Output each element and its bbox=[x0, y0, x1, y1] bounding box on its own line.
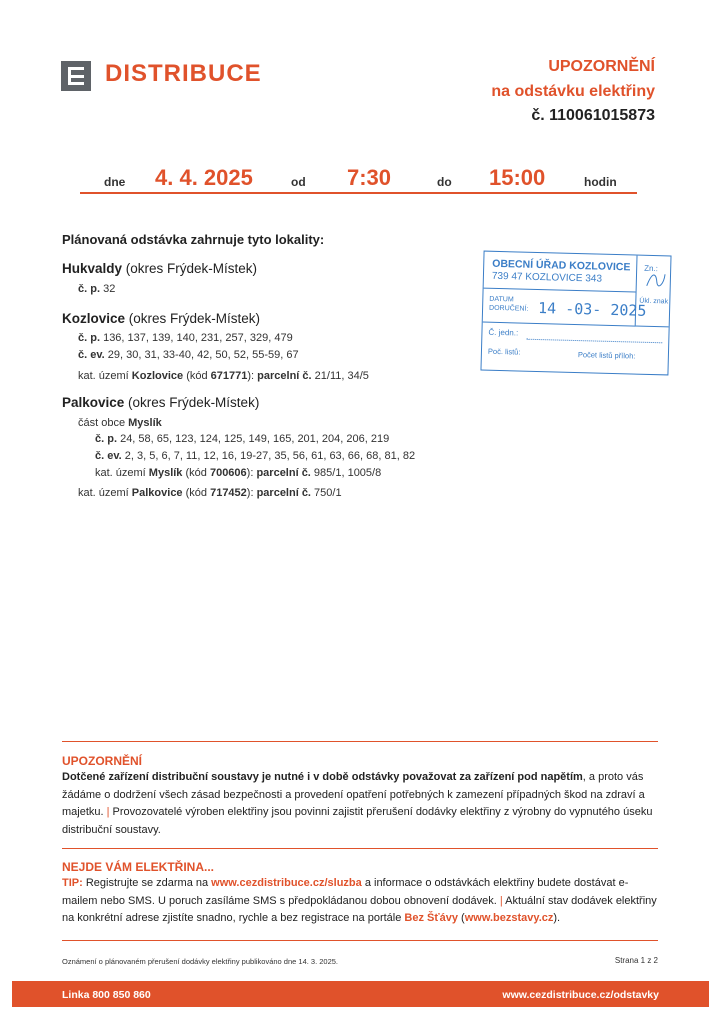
parc-values: 21/11, 34/5 bbox=[311, 370, 369, 382]
footer-phone[interactable]: Linka 800 850 860 bbox=[62, 989, 151, 1001]
footer-bar bbox=[12, 981, 709, 1007]
signature-icon bbox=[644, 268, 669, 293]
outage-from: 7:30 bbox=[347, 165, 392, 190]
kat-name: Kozlovice bbox=[131, 370, 184, 382]
myslik-kat bbox=[95, 467, 381, 479]
ev-label: č. ev. bbox=[95, 450, 122, 462]
kod-value: 717452 bbox=[210, 487, 247, 499]
tip-t4: ( bbox=[458, 912, 465, 924]
tip-link-sluzba[interactable]: www.cezdistribuce.cz/sluzba bbox=[211, 877, 362, 889]
locality-name: Palkovice bbox=[62, 395, 125, 410]
kat-prefix: kat. území bbox=[95, 467, 149, 479]
stamp-address: 739 47 KOZLOVICE 343 bbox=[491, 270, 603, 285]
locality-district: (okres Frýdek-Místek) bbox=[124, 395, 260, 410]
palkovice-ev bbox=[95, 450, 415, 462]
kod-value: 700606 bbox=[209, 467, 247, 479]
outage-date: 4. 4. 2025 bbox=[155, 165, 253, 190]
publication-note: Oznámení o plánovaném přerušení dodávky elektřiny publikováno dne 14. 3. 2025. bbox=[62, 957, 339, 966]
part-name: Myslík bbox=[128, 417, 162, 429]
tip-label: TIP: bbox=[62, 877, 83, 889]
parc-sep: ): bbox=[246, 467, 257, 479]
locality-district: (okres Frýdek-Místek) bbox=[125, 311, 261, 326]
warning-separator: | bbox=[106, 806, 110, 818]
locality-palkovice bbox=[62, 395, 259, 410]
footer-url[interactable]: www.cezdistribuce.cz/odstavky bbox=[502, 989, 659, 1001]
unit-label: hodin bbox=[584, 175, 617, 189]
parc-label: parcelní č. bbox=[256, 467, 311, 479]
tip-link-bezstavy-url[interactable]: www.bezstavy.cz bbox=[464, 912, 554, 924]
day-label: dne bbox=[104, 175, 126, 189]
parc-values: 750/1 bbox=[311, 487, 342, 499]
kod-value: 671771 bbox=[210, 370, 248, 382]
parc-values: 985/1, 1005/8 bbox=[310, 467, 382, 479]
tip-t2: a informace o odstávkách elektřiny budete dostávat e-mailem nebo SMS. U poruch zasíláme SMS s předpokládanou dobou obnovení dodávek. bbox=[62, 877, 629, 907]
warning-divider bbox=[62, 741, 658, 742]
locality-district: (okres Frýdek-Místek) bbox=[122, 261, 258, 276]
brand-name: DISTRIBUCE bbox=[105, 60, 262, 87]
hukvaldy-cp bbox=[78, 283, 115, 295]
locality-hukvaldy bbox=[62, 261, 257, 276]
kod-prefix: (kód bbox=[183, 370, 211, 382]
tip-t5: ). bbox=[553, 912, 561, 924]
kat-prefix: kat. území bbox=[78, 487, 132, 499]
parc-sep: ): bbox=[246, 487, 257, 499]
kat-name: Myslík bbox=[148, 467, 183, 479]
palkovice-cp bbox=[95, 433, 389, 445]
ev-values: 2, 3, 5, 6, 7, 11, 12, 16, 19-27, 35, 56, 61, 63, 66, 68, 81, 82 bbox=[121, 450, 416, 462]
cp-label: č. p. bbox=[95, 433, 118, 445]
page-number: Strana 1 z 2 bbox=[614, 956, 658, 965]
stamp-jedn: Č. jedn.: bbox=[488, 327, 519, 338]
tip-separator: | bbox=[499, 894, 503, 907]
notice-number: č. 110061015873 bbox=[531, 107, 655, 124]
warning-rest2: Provozovatelé výroben elektřiny jsou povinni zajistit přerušení dodávky elektřiny z výrobny do vypnutého úseku distribuční soustavy. bbox=[62, 806, 653, 836]
tip-title: NEJDE VÁM ELEKTŘINA... bbox=[62, 860, 215, 874]
locality-name: Hukvaldy bbox=[62, 261, 123, 276]
locality-name: Kozlovice bbox=[62, 311, 126, 326]
palkovice-part bbox=[78, 417, 162, 429]
ev-values: 29, 30, 31, 33-40, 42, 50, 52, 55-59, 67 bbox=[104, 349, 299, 361]
locality-kozlovice bbox=[62, 311, 260, 326]
notice-subtitle: na odstávku elektřiny bbox=[491, 83, 655, 100]
tip-link-bezstavy-name[interactable]: Bez Šťávy bbox=[404, 912, 458, 924]
stamp-office: OBECNÍ ÚŘAD KOZLOVICE bbox=[492, 257, 631, 274]
kozlovice-cp bbox=[78, 332, 293, 344]
outage-to: 15:00 bbox=[489, 165, 546, 190]
warning-title: UPOZORNĚNÍ bbox=[62, 754, 143, 768]
warning-rest1: , a proto vás žádáme o dodržení všech zásad bezpečnosti a provedení opatření potřebných k zamezení případných škod na zdraví a majetku. bbox=[62, 771, 645, 818]
cp-values: 136, 137, 139, 140, 231, 257, 329, 479 bbox=[100, 332, 293, 344]
from-label: od bbox=[291, 175, 306, 189]
kat-name: Palkovice bbox=[131, 487, 183, 499]
stamp-uk: Úkl. znak bbox=[639, 297, 669, 306]
tip-divider bbox=[62, 848, 658, 849]
date-divider bbox=[80, 192, 637, 194]
localities-heading: Plánovaná odstávka zahrnuje tyto lokality: bbox=[62, 232, 325, 247]
cez-e-logo-icon bbox=[61, 61, 91, 91]
parc-label: parcelní č. bbox=[256, 487, 311, 499]
part-prefix: část obce bbox=[78, 417, 129, 429]
parc-sep: ): bbox=[247, 370, 258, 382]
cp-label: č. p. bbox=[78, 283, 101, 295]
kod-prefix: (kód bbox=[182, 467, 210, 479]
kod-prefix: (kód bbox=[182, 487, 211, 499]
kozlovice-kat bbox=[78, 370, 369, 382]
tip-t3: Aktuální stav dodávek elektřiny na konkrétní adrese zjistíte snadno, rychle a bez registrace na portále bbox=[62, 894, 657, 924]
ev-label: č. ev. bbox=[78, 349, 105, 361]
received-stamp bbox=[480, 251, 671, 376]
kat-prefix: kat. území bbox=[78, 370, 132, 382]
cp-label: č. p. bbox=[78, 332, 101, 344]
warning-text bbox=[62, 769, 660, 839]
stamp-listu: Poč. listů: bbox=[487, 346, 521, 357]
stamp-doruceni: DORUČENÍ: bbox=[489, 304, 529, 313]
tip-text bbox=[62, 875, 660, 928]
stamp-corner: Zn.: bbox=[644, 263, 659, 274]
warning-bold: Dotčené zařízení distribuční soustavy je nutné i v době odstávky považovat za zařízení pod napětím bbox=[62, 771, 583, 783]
to-label: do bbox=[437, 175, 452, 189]
notice-title: UPOZORNĚNÍ bbox=[548, 58, 655, 75]
palkovice-kat bbox=[78, 487, 342, 499]
footnote-divider bbox=[62, 940, 658, 941]
cp-values: 24, 58, 65, 123, 124, 125, 149, 165, 201, 204, 206, 219 bbox=[117, 433, 390, 445]
kozlovice-ev bbox=[78, 349, 299, 361]
cp-values: 32 bbox=[100, 283, 116, 295]
stamp-priloh: Počet listů příloh: bbox=[577, 350, 636, 361]
stamp-date: 14 -03- 2025 bbox=[537, 299, 647, 320]
tip-t1: Registrujte se zdarma na bbox=[82, 877, 212, 889]
stamp-datum: DATUM bbox=[489, 295, 514, 304]
parc-label: parcelní č. bbox=[257, 370, 312, 382]
